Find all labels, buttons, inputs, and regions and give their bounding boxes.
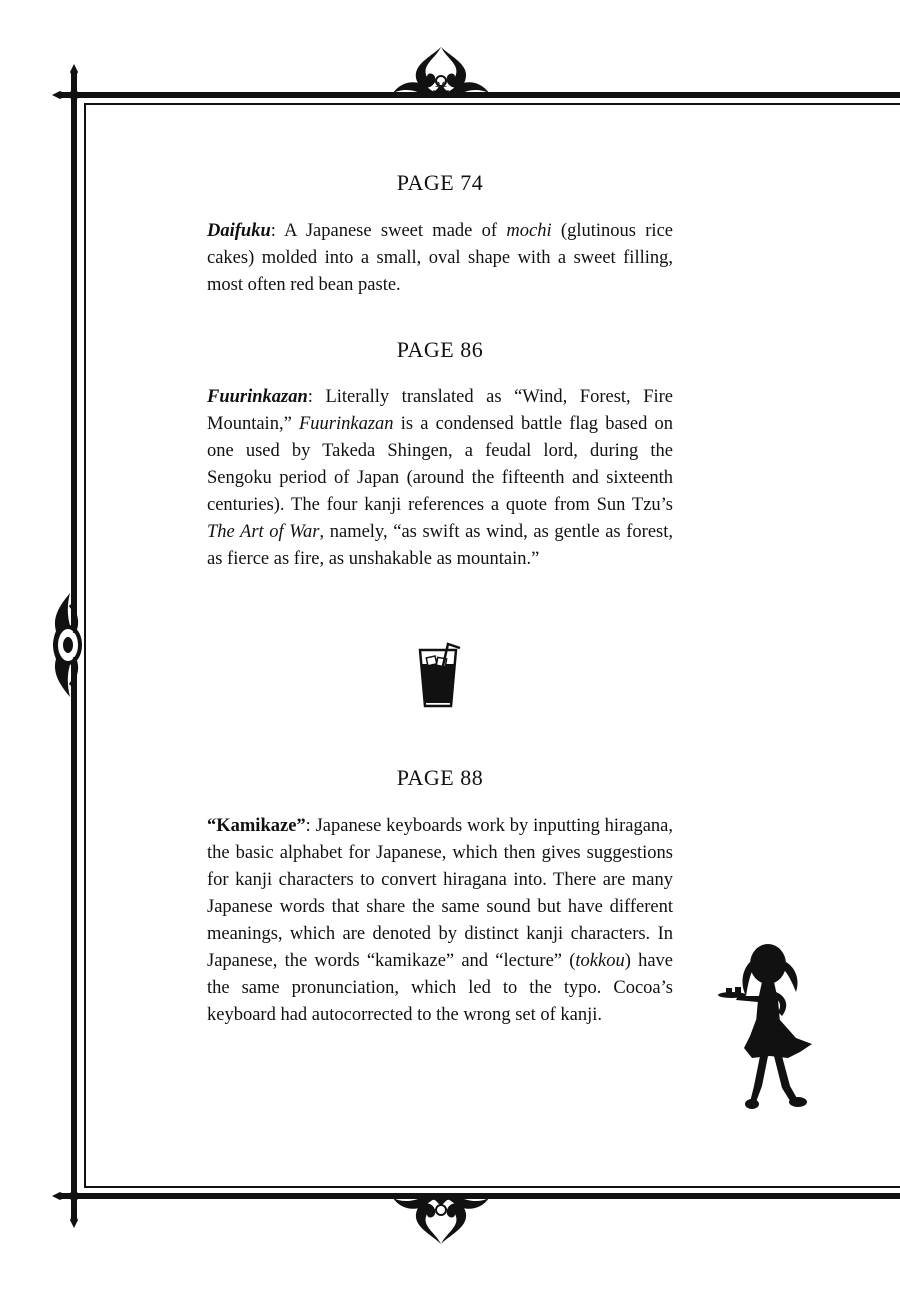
- glossary-entry-daifuku: [207, 218, 673, 299]
- flourish-ornament-icon-top: [393, 47, 489, 96]
- entry-italic: mochi: [506, 221, 552, 241]
- entry-text: : Japanese keyboards work by inputting hiragana, the basic alphabet for Japanese, which then gives suggestions for kanji characters to convert hiragana into. There are many Japanese words that share the same sound but have different meanings, which are denoted by distinct kanji characters. In Japanese, the words “kamikaze” and “lecture” (: [207, 816, 673, 971]
- maid-silhouette-icon: [716, 940, 820, 1112]
- flourish-ornament-icon-bottom: [393, 1196, 489, 1244]
- section-heading-page-86: PAGE 86: [396, 337, 484, 362]
- glossary-term: “Kamikaze”: [207, 816, 306, 836]
- glossary-entry-fuurinkazan: [207, 384, 673, 573]
- entry-text: is a condensed battle flag based on one used by Takeda Shingen, a feudal lord, during the Sengoku period of Japan (around the fifteenth and sixteenth centuries). The four kanji references a quote from Sun Tzu’s: [207, 414, 674, 515]
- section-heading-page-88: PAGE 88: [396, 765, 484, 790]
- section-heading-page-74: PAGE 74: [396, 170, 484, 195]
- glossary-term: Fuurinkazan: [207, 387, 308, 407]
- glossary-term: Daifuku: [207, 221, 271, 241]
- entry-italic: The Art of War: [207, 522, 320, 542]
- svg-text:ЗƐ: ЗƐ: [432, 80, 450, 96]
- entry-text: ) have the same pronunciation, which led to the typo. Cocoa’s keyboard had autocorrected to the wrong set of kanji.: [207, 951, 673, 1025]
- glossary-entry-kamikaze: [207, 813, 673, 1029]
- entry-text: : Literally translated as “Wind, Forest, Fire Mountain,”: [207, 387, 673, 434]
- iced-drink-icon: [412, 640, 464, 710]
- entry-text: : A Japanese sweet made of: [270, 221, 507, 241]
- entry-text: (glutinous rice cakes) molded into a small, oval shape with a sweet filling, most often red bean paste.: [207, 221, 673, 295]
- entry-italic: Fuurinkazan: [298, 414, 394, 434]
- entry-text: , namely, “as swift as wind, as gentle as forest, as fierce as fire, as unshakable as mountain.”: [207, 522, 674, 569]
- entry-italic: tokkou: [575, 951, 625, 971]
